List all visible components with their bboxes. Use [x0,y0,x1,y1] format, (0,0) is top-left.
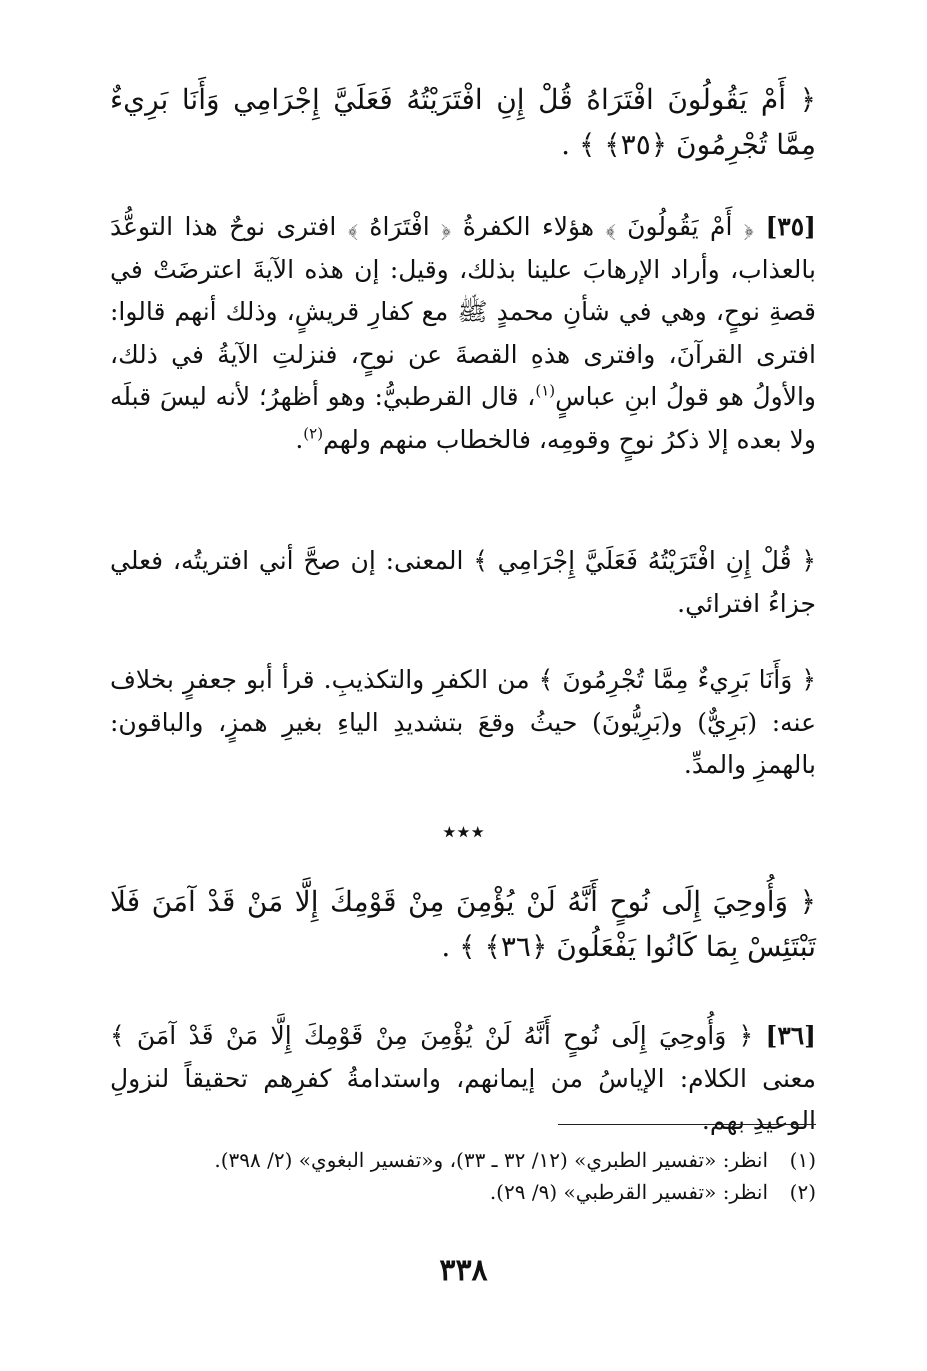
footnote-ref-1: (١) [535,381,556,400]
commentary-35-text-b: ، قال القرطبيُّ: وهو أظهرُ؛ لأنه ليسَ قبلَه ولا بعده إلا ذكرُ نوحٍ وقومِه، فالخطاب منهم ولهم [110,382,816,454]
commentary-35-paragraph-3 [110,659,816,787]
footnote-divider [558,1124,816,1125]
commentary-36-number: [٣٦] [765,1021,817,1050]
verse-36-text: ﴿ وَأُوحِيَ إِلَى نُوحٍ أَنَّهُ لَنْ يُؤْمِنَ مِنْ قَوْمِكَ إِلَّا مَنْ قَدْ آمَنَ فَلَا تَبْتَئِسْ بِمَا كَانُوا يَفْعَلُونَ ﴿٣٦﴾ ﴾ . [110,885,816,963]
footnote-1 [110,1144,816,1176]
page-number: ٣٣٨ [439,1253,488,1288]
commentary-35-text-2: ﴿ قُلْ إِنِ افْتَرَيْتُهُ فَعَلَيَّ إِجْرَامِي ﴾ المعنى: إن صحَّ أني افتريتُه، فعلي جزاءُ افترائي. [110,546,816,618]
commentary-35-text-a: ﴿ أَمْ يَقُولُونَ ﴾ هؤلاء الكفرةُ ﴿ افْتَرَاهُ ﴾ افترى نوحٌ هذا التوعُّدَ بالعذاب، وأراد الإرهابَ علينا بذلك، وقيل: إن هذه الآيةَ اعترضَتْ في قصةِ نوحٍ، وهي في شأنِ محمدٍ ﷺ مع كفارِ قريشٍ، وذلك أنهم قالوا: افترى القرآنَ، وافترى هذهِ القصةَ عن نوحٍ، فنزلتِ الآيةُ في ذلك، والأولُ هو قولُ ابنِ عباسٍ [110,212,816,411]
footnotes [110,1144,816,1208]
commentary-35-text-c: . [295,424,304,454]
commentary-35-number: [٣٥] [765,212,816,241]
footnote-ref-2: (٢) [303,424,324,443]
commentary-35-paragraph-1 [110,206,816,461]
commentary-36-text: ﴿ وَأُوحِيَ إِلَى نُوحٍ أَنَّهُ لَنْ يُؤْمِنَ مِنْ قَوْمِكَ إِلَّا مَنْ قَدْ آمَنَ ﴾ معنى الكلام: الإياسُ من إيمانهم، واستدامةُ كفرِهم تحقيقاً لنزولِ الوعيدِ بهم. [110,1021,816,1135]
footnote-1-number: (١) [789,1148,816,1172]
verse-35 [110,78,816,168]
verse-36 [110,880,816,970]
commentary-35-paragraph-2 [110,540,816,625]
footnote-1-text: انظر: «تفسير الطبري» (١٢/ ٣٢ ـ ٣٣)، و«تفسير البغوي» (٢/ ٣٩٨). [214,1148,768,1172]
footnote-2-text: انظر: «تفسير القرطبي» (٩/ ٢٩). [489,1180,768,1204]
section-separator: ٭٭٭ [442,817,485,847]
verse-35-text: ﴿ أَمْ يَقُولُونَ افْتَرَاهُ قُلْ إِنِ افْتَرَيْتُهُ فَعَلَيَّ إِجْرَامِي وَأَنَا بَرِيءٌ مِمَّا تُجْرِمُونَ ﴿٣٥﴾ ﴾ . [110,83,816,161]
commentary-35-text-3: ﴿ وَأَنَا بَرِيءٌ مِمَّا تُجْرِمُونَ ﴾ من الكفرِ والتكذيبِ. قرأ أبو جعفرٍ بخلاف عنه: (بَرِيٌّ) و(بَرِيُّونَ) حيثُ وقعَ بتشديدِ الياءِ بغيرِ همزٍ، والباقون: بالهمزِ والمدِّ. [110,665,816,779]
footnote-2-number: (٢) [789,1180,816,1204]
footnote-2 [110,1176,816,1208]
